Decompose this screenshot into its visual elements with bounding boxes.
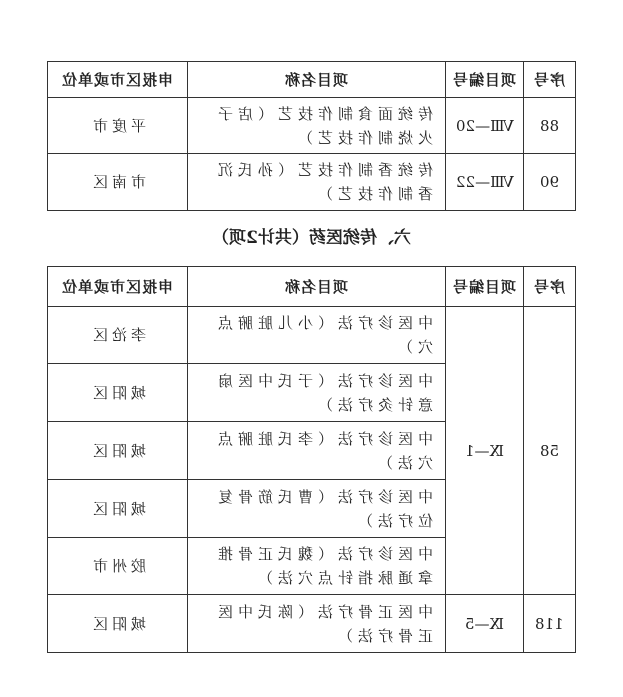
cell-unit: 胶州市 [48,538,188,595]
table-row [48,595,576,653]
table-row [48,98,576,154]
cell-seq: 88 [524,98,576,154]
cell-unit: 李沧区 [48,307,188,364]
header-seq: 序号 [524,62,576,98]
table-header-row [48,267,576,307]
cell-code: Ⅷ—22 [446,154,524,211]
cell-unit: 城阳区 [48,422,188,480]
cell-code: Ⅸ—5 [446,595,524,653]
table-row [48,307,576,364]
section-title: 六、传统医药（共计2项） [212,228,411,248]
cell-name: 中医诊疗法（李氏脏腑点穴法） [188,422,446,480]
cell-name: 中医诊疗法（曹氏筋骨复位疗法） [188,480,446,538]
cell-name: 传统面食制作技艺（店子火烧制作技艺） [188,98,446,154]
cell-unit: 城阳区 [48,364,188,422]
cell-name: 中医诊疗法（小儿脏腑点穴） [188,307,446,364]
header-seq: 序号 [524,267,576,307]
table-row [48,154,576,211]
header-code: 项目编号 [446,267,524,307]
cell-seq: 90 [524,154,576,211]
cell-name: 传统香制作技艺（孙氏沉香制作技艺） [188,154,446,211]
cell-unit: 城阳区 [48,595,188,653]
cell-seq: 58 [524,307,576,595]
cell-name: 中医诊疗法（魏氏正骨推拿通脉指针点穴法） [188,538,446,595]
table-traditional-skills [47,61,576,211]
cell-name: 中医正骨疗法（陈氏中医正骨疗法） [188,595,446,653]
header-unit: 申报区市或单位 [48,267,188,307]
cell-unit: 城阳区 [48,480,188,538]
cell-unit: 平度市 [48,98,188,154]
cell-name: 中医诊疗法（于氏中医扇意针灸疗法） [188,364,446,422]
header-name: 项目名称 [188,267,446,307]
table-header-row [48,62,576,98]
header-name: 项目名称 [188,62,446,98]
cell-code: Ⅷ—20 [446,98,524,154]
cell-seq: 118 [524,595,576,653]
header-unit: 申报区市或单位 [48,62,188,98]
header-code: 项目编号 [446,62,524,98]
cell-unit: 市南区 [48,154,188,211]
table-traditional-medicine [47,266,576,653]
cell-code: Ⅸ—1 [446,307,524,595]
